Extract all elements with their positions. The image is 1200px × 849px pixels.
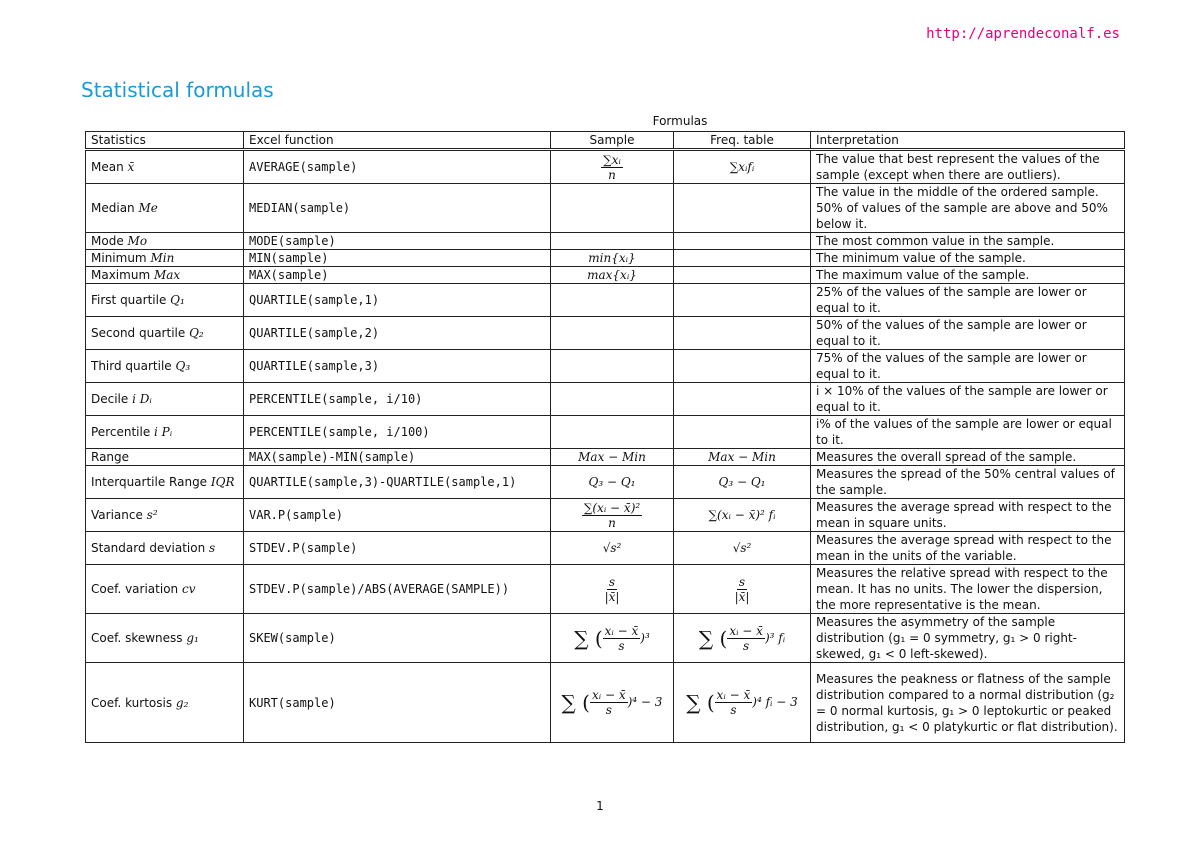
table-row	[86, 565, 1125, 614]
page-title: Statistical formulas	[81, 78, 274, 102]
interpretation-cell: 75% of the values of the sample are lower or equal to it.	[811, 350, 1125, 383]
sample-formula-cell	[551, 565, 674, 614]
statistic-name: Coef. skewness	[91, 631, 183, 645]
formula	[588, 251, 635, 265]
formula	[574, 623, 650, 653]
table-row	[86, 663, 1125, 743]
freq-table-formula-cell	[674, 150, 811, 184]
column-header-excel-function: Excel function	[244, 132, 551, 150]
sum-open-paren: ∑ (	[561, 690, 590, 715]
denominator: |x̄|	[604, 589, 620, 604]
statistic-symbol: i Pᵢ	[154, 425, 173, 439]
table-row	[86, 466, 1125, 499]
freq-table-formula-cell	[674, 614, 811, 663]
table-row	[86, 383, 1125, 416]
freq-table-formula-cell	[674, 317, 811, 350]
denominator: s	[743, 638, 750, 653]
statistic-name: Mode	[91, 234, 124, 248]
statistic-symbol: g₁	[186, 631, 199, 645]
formula-text: Max − Min	[708, 450, 776, 464]
formula-text: Max − Min	[578, 450, 646, 464]
statistic-cell	[86, 150, 244, 184]
statistic-symbol: Q₁	[170, 293, 185, 307]
statistic-cell	[86, 499, 244, 532]
column-header-sample: Sample	[551, 132, 674, 150]
page-number: 1	[596, 799, 604, 813]
formula	[730, 160, 755, 174]
statistic-cell	[86, 466, 244, 499]
statistic-cell	[86, 284, 244, 317]
numerator: xᵢ − x̄	[604, 623, 639, 638]
freq-table-formula-cell	[674, 466, 811, 499]
excel-function-cell: MIN(sample)	[244, 250, 551, 267]
excel-function-cell: QUARTILE(sample,3)-QUARTILE(sample,1)	[244, 466, 551, 499]
sum-open-paren: ∑ (	[574, 626, 603, 650]
freq-table-formula-cell	[674, 449, 811, 466]
denominator: s	[605, 703, 612, 717]
formula-text: Q₃ − Q₁	[588, 475, 636, 489]
statistic-name: Interquartile Range	[91, 475, 208, 489]
sample-formula-cell	[551, 383, 674, 416]
formula	[578, 450, 646, 464]
statistic-cell	[86, 449, 244, 466]
sample-formula-cell	[551, 267, 674, 284]
table-row	[86, 416, 1125, 449]
statistic-symbol: g₂	[175, 695, 189, 710]
statistic-cell	[86, 250, 244, 267]
sum-open-paren: ∑ (	[686, 690, 715, 715]
interpretation-cell: The value that best represent the values of the sample (except when there are outliers).	[811, 150, 1125, 184]
statistic-symbol: s	[209, 541, 216, 555]
freq-table-formula-cell	[674, 499, 811, 532]
freq-table-formula-cell	[674, 565, 811, 614]
statistic-name: Standard deviation	[91, 541, 206, 555]
interpretation-cell: The most common value in the sample.	[811, 233, 1125, 250]
sample-formula-cell	[551, 284, 674, 317]
statistic-name: Second quartile	[91, 326, 186, 340]
statistic-cell	[86, 532, 244, 565]
formula	[708, 508, 775, 522]
table-row	[86, 350, 1125, 383]
formulas-caption: Formulas	[652, 114, 708, 128]
statistic-cell	[86, 565, 244, 614]
excel-function-cell: STDEV.P(sample)/ABS(AVERAGE(SAMPLE))	[244, 565, 551, 614]
numerator: ∑(xᵢ − x̄)²	[583, 500, 641, 515]
formula	[734, 574, 750, 604]
statistic-name: Coef. variation	[91, 582, 179, 596]
fraction	[715, 688, 753, 717]
excel-function-cell: MEDIAN(sample)	[244, 184, 551, 233]
statistic-cell	[86, 614, 244, 663]
formula	[601, 152, 623, 182]
table-row	[86, 184, 1125, 233]
interpretation-cell: 50% of the values of the sample are lower or equal to it.	[811, 317, 1125, 350]
table-row	[86, 150, 1125, 184]
formula	[587, 268, 637, 282]
statistic-symbol: x̄	[127, 160, 135, 174]
sample-formula-cell	[551, 350, 674, 383]
freq-table-formula-cell	[674, 383, 811, 416]
interpretation-cell: Measures the overall spread of the sample.	[811, 449, 1125, 466]
statistic-symbol: i Dᵢ	[132, 392, 152, 406]
statistic-name: Third quartile	[91, 359, 172, 373]
statistic-name: Mean	[91, 160, 124, 174]
statistic-name: Median	[91, 201, 135, 215]
sample-formula-cell	[551, 416, 674, 449]
freq-table-formula-cell	[674, 350, 811, 383]
denominator: n	[608, 515, 616, 530]
statistic-cell	[86, 663, 244, 743]
fraction	[590, 688, 628, 717]
excel-function-cell: KURT(sample)	[244, 663, 551, 743]
column-header-statistics: Statistics	[86, 132, 244, 150]
numerator: xᵢ − x̄	[716, 688, 751, 702]
denominator: n	[608, 167, 616, 182]
excel-function-cell: QUARTILE(sample,3)	[244, 350, 551, 383]
interpretation-cell: Measures the average spread with respect to the mean in the units of the variable.	[811, 532, 1125, 565]
table-row	[86, 250, 1125, 267]
freq-table-formula-cell	[674, 284, 811, 317]
website-link[interactable]: http://aprendeconalf.es	[926, 26, 1120, 42]
numerator: xᵢ − x̄	[591, 688, 626, 702]
statistic-cell	[86, 317, 244, 350]
interpretation-cell: Measures the asymmetry of the sample distribution (g₁ = 0 symmetry, g₁ > 0 right-skewed, g₁ < 0 left-skewed).	[811, 614, 1125, 663]
formula-text: √s²	[602, 541, 622, 555]
statistic-symbol: cv	[181, 582, 196, 596]
statistic-symbol: Mo	[127, 234, 148, 248]
table-row	[86, 317, 1125, 350]
statistic-cell	[86, 184, 244, 233]
fraction	[727, 624, 765, 653]
table-row	[86, 532, 1125, 565]
close-paren-power: )³ fᵢ	[764, 630, 786, 645]
sample-formula-cell	[551, 449, 674, 466]
formula	[589, 475, 636, 489]
excel-function-cell: STDEV.P(sample)	[244, 532, 551, 565]
interpretation-cell: Measures the peakness or flatness of the sample distribution compared to a normal distribution (g₂ = 0 normal kurtosis, g₁ > 0 leptokurtic or peaked distribution, g₁ < 0 platykurtic or flat distribution).	[811, 663, 1125, 743]
sample-formula-cell	[551, 250, 674, 267]
statistic-name: Range	[91, 450, 130, 464]
statistic-symbol: s²	[146, 508, 158, 522]
excel-function-cell: PERCENTILE(sample, i/10)	[244, 383, 551, 416]
numerator: s	[608, 574, 616, 589]
close-paren-power: )⁴ − 3	[627, 695, 663, 709]
fraction	[582, 501, 642, 530]
excel-function-cell: MODE(sample)	[244, 233, 551, 250]
table-row	[86, 267, 1125, 284]
sample-formula-cell	[551, 317, 674, 350]
freq-table-formula-cell	[674, 416, 811, 449]
numerator: ∑xᵢ	[603, 152, 621, 167]
interpretation-cell: Measures the average spread with respect to the mean in square units.	[811, 499, 1125, 532]
statistic-name: Decile	[91, 392, 129, 406]
statistical-formulas-table	[85, 131, 1125, 743]
numerator: s	[738, 574, 746, 589]
formula	[604, 574, 620, 604]
statistic-cell	[86, 233, 244, 250]
formula-text: min{xᵢ}	[588, 251, 636, 265]
excel-function-cell: MAX(sample)	[244, 267, 551, 284]
statistic-symbol: Q₃	[175, 359, 191, 373]
sample-formula-cell	[551, 233, 674, 250]
sample-formula-cell	[551, 614, 674, 663]
interpretation-cell: Measures the spread of the 50% central values of the sample.	[811, 466, 1125, 499]
sample-formula-cell	[551, 499, 674, 532]
freq-table-formula-cell	[674, 532, 811, 565]
numerator: xᵢ − x̄	[729, 623, 763, 638]
excel-function-cell: QUARTILE(sample,2)	[244, 317, 551, 350]
interpretation-cell: i% of the values of the sample are lower or equal to it.	[811, 416, 1125, 449]
formula-text: Q₃ − Q₁	[718, 475, 766, 489]
freq-table-formula-cell	[674, 233, 811, 250]
freq-table-formula-cell	[674, 663, 811, 743]
close-paren-power: )³	[640, 630, 650, 645]
statistic-cell	[86, 350, 244, 383]
statistic-cell	[86, 267, 244, 284]
table-row	[86, 449, 1125, 466]
statistic-name: Variance	[91, 508, 143, 522]
excel-function-cell: AVERAGE(sample)	[244, 150, 551, 184]
formula	[686, 688, 798, 717]
interpretation-cell: 25% of the values of the sample are lower or equal to it.	[811, 284, 1125, 317]
statistic-name: Percentile	[91, 425, 151, 439]
formula	[719, 475, 766, 489]
formula	[582, 500, 642, 530]
formula-text: ∑(xᵢ − x̄)² fᵢ	[708, 508, 776, 522]
sample-formula-cell	[551, 532, 674, 565]
statistic-cell	[86, 416, 244, 449]
sample-formula-cell	[551, 466, 674, 499]
formula	[561, 688, 663, 717]
statistic-name: First quartile	[91, 293, 167, 307]
fraction	[601, 153, 623, 182]
freq-table-formula-cell	[674, 250, 811, 267]
denominator: s	[618, 638, 625, 653]
interpretation-cell: The maximum value of the sample.	[811, 267, 1125, 284]
sample-formula-cell	[551, 184, 674, 233]
statistic-symbol: Min	[150, 251, 175, 265]
column-header-interpretation: Interpretation	[811, 132, 1125, 150]
formula-text: max{xᵢ}	[587, 268, 637, 282]
table-row	[86, 233, 1125, 250]
denominator: |x̄|	[734, 589, 750, 604]
interpretation-cell: The value in the middle of the ordered sample. 50% of values of the sample are above and 50% below it.	[811, 184, 1125, 233]
table-row	[86, 284, 1125, 317]
formula	[733, 541, 752, 555]
excel-function-cell: VAR.P(sample)	[244, 499, 551, 532]
sample-formula-cell	[551, 150, 674, 184]
table-row	[86, 614, 1125, 663]
sample-formula-cell	[551, 663, 674, 743]
table-row	[86, 499, 1125, 532]
denominator: s	[730, 703, 737, 717]
fraction	[735, 575, 750, 604]
close-paren-power: )⁴ fᵢ − 3	[752, 695, 798, 709]
statistic-symbol: Max	[153, 268, 181, 282]
statistic-name: Maximum	[91, 268, 151, 282]
statistic-symbol: IQR	[210, 475, 235, 489]
formula	[708, 450, 776, 464]
excel-function-cell: MAX(sample)-MIN(sample)	[244, 449, 551, 466]
table-header-row	[86, 132, 1125, 150]
statistic-cell	[86, 383, 244, 416]
formula-text: √s²	[732, 541, 752, 555]
fraction	[605, 575, 620, 604]
sum-open-paren: ∑ (	[698, 626, 728, 650]
statistic-name: Minimum	[91, 251, 147, 265]
freq-table-formula-cell	[674, 267, 811, 284]
interpretation-cell: Measures the relative spread with respect to the mean. It has no units. The lower the dispersion, the more representative is the mean.	[811, 565, 1125, 614]
interpretation-cell: i × 10% of the values of the sample are lower or equal to it.	[811, 383, 1125, 416]
interpretation-cell: The minimum value of the sample.	[811, 250, 1125, 267]
formula-text: ∑xᵢfᵢ	[729, 160, 755, 174]
statistic-name: Coef. kurtosis	[91, 695, 173, 710]
statistic-symbol: Me	[138, 201, 158, 215]
excel-function-cell: PERCENTILE(sample, i/100)	[244, 416, 551, 449]
freq-table-formula-cell	[674, 184, 811, 233]
statistic-symbol: Q₂	[189, 326, 204, 340]
formula	[698, 623, 786, 653]
column-header-freq-table: Freq. table	[674, 132, 811, 150]
formula	[603, 541, 622, 555]
excel-function-cell: QUARTILE(sample,1)	[244, 284, 551, 317]
fraction	[603, 624, 641, 653]
excel-function-cell: SKEW(sample)	[244, 614, 551, 663]
